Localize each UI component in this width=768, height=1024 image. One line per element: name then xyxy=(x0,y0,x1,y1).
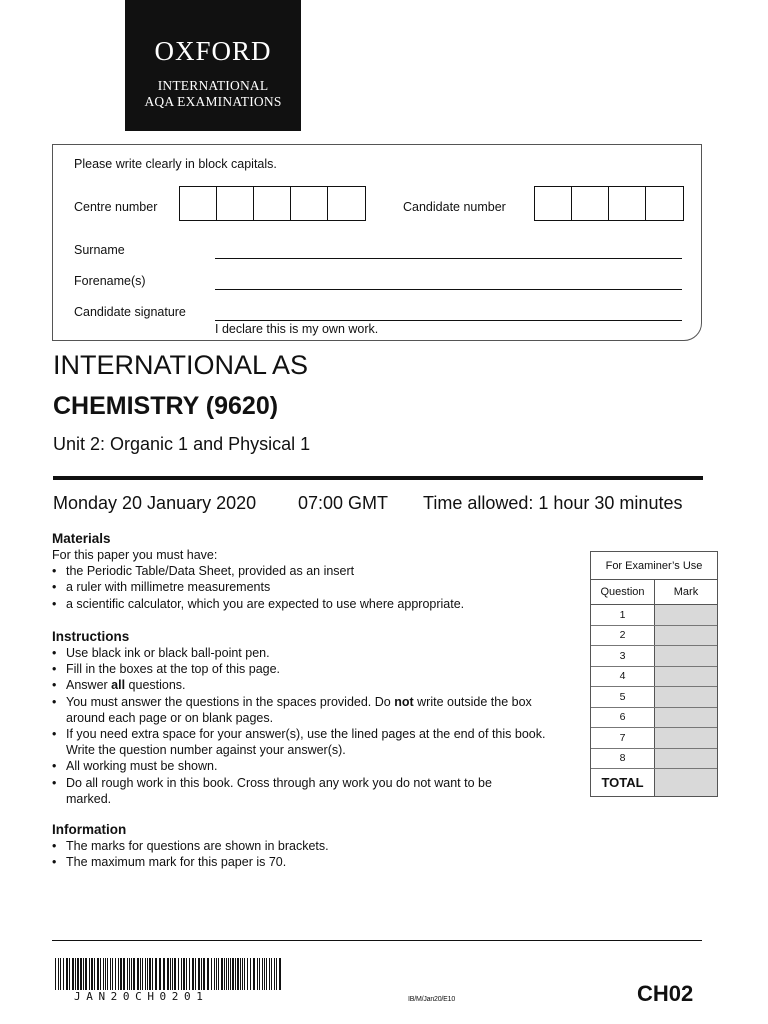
information-list xyxy=(52,838,572,870)
barcode-bar xyxy=(149,958,151,990)
emphasis-not: not xyxy=(394,694,414,709)
information-heading: Information xyxy=(52,822,127,837)
barcode-bar xyxy=(244,958,245,990)
barcode-bar xyxy=(123,958,125,990)
instructions-list xyxy=(52,645,552,807)
barcode-bar xyxy=(159,958,161,990)
barcode-bar xyxy=(266,958,267,990)
block-capitals-note: Please write clearly in block capitals. xyxy=(74,157,277,171)
barcode-bar xyxy=(120,958,122,990)
barcode-bar xyxy=(69,958,70,990)
unit-title: Unit 2: Organic 1 and Physical 1 xyxy=(53,434,311,454)
barcode-bar xyxy=(163,958,165,990)
barcode-bar xyxy=(105,958,106,990)
title-divider xyxy=(53,476,703,480)
barcode-bar xyxy=(137,958,139,990)
qualification-level: INTERNATIONAL AS xyxy=(53,350,309,380)
barcode-bar xyxy=(72,958,74,990)
barcode-bar xyxy=(269,958,270,990)
time-allowed: Time allowed: 1 hour 30 minutes xyxy=(423,493,683,513)
barcode-bar xyxy=(107,958,108,990)
barcode-bar xyxy=(253,958,255,990)
barcode-bar xyxy=(77,958,79,990)
centre-digit-box[interactable] xyxy=(217,187,254,220)
barcode-bar xyxy=(203,958,205,990)
barcode-bar xyxy=(97,958,99,990)
list-item: • a scientific calculator, which you are expected to use where appropriate. xyxy=(52,596,572,612)
centre-digit-box[interactable] xyxy=(254,187,291,220)
barcode-bar xyxy=(218,958,219,990)
table-row: 3 xyxy=(591,646,717,667)
centre-number-boxes xyxy=(179,186,366,221)
barcode-bar xyxy=(178,958,179,990)
centre-number-label: Centre number xyxy=(74,200,158,214)
list-item: • the Periodic Table/Data Sheet, provided as an insert xyxy=(52,563,572,579)
barcode-bar xyxy=(250,958,251,990)
exam-time: 07:00 GMT xyxy=(298,493,389,513)
barcode-bar xyxy=(170,958,171,990)
exam-date: Monday 20 January 2020 xyxy=(53,493,257,513)
centre-digit-box[interactable] xyxy=(180,187,217,220)
table-row: 4 xyxy=(591,667,717,688)
mark-column-header: Mark xyxy=(673,586,699,598)
barcode-bar xyxy=(271,958,272,990)
barcode-bar xyxy=(83,958,84,990)
barcode-bar xyxy=(100,958,101,990)
materials-section xyxy=(52,530,572,612)
barcode-bar xyxy=(129,958,130,990)
barcode-bar xyxy=(214,958,215,990)
total-row xyxy=(591,769,717,796)
barcode-bar xyxy=(133,958,135,990)
mark-cell xyxy=(655,749,717,769)
barcode-bar xyxy=(201,958,202,990)
materials-heading: Materials xyxy=(52,531,111,546)
barcode-bar xyxy=(75,958,76,990)
barcode-bar xyxy=(155,958,157,990)
barcode-bar xyxy=(226,958,227,990)
candidate-digit-box[interactable] xyxy=(572,187,609,220)
table-row: 6 xyxy=(591,708,717,729)
table-row: 8 xyxy=(591,749,717,770)
total-mark-cell xyxy=(655,769,717,796)
barcode-bar xyxy=(140,958,141,990)
barcode-bar xyxy=(232,958,234,990)
mark-cell xyxy=(655,605,717,625)
barcode-bar xyxy=(142,958,143,990)
barcode-bar xyxy=(181,958,182,990)
barcode-bar xyxy=(63,958,64,990)
barcode-bar xyxy=(112,958,113,990)
candidate-details-box xyxy=(52,144,702,341)
barcode-bar xyxy=(221,958,223,990)
barcode-bar xyxy=(91,958,93,990)
logo-subtitle: INTERNATIONAL AQA EXAMINATIONS xyxy=(144,78,282,109)
barcode-bar xyxy=(247,958,248,990)
barcode-bar xyxy=(80,958,82,990)
mark-cell xyxy=(655,708,717,728)
list-item: • Use black ink or black ball-point pen. xyxy=(52,645,552,661)
table-row: 1 xyxy=(591,605,717,626)
instructions-section xyxy=(52,628,552,807)
surname-line[interactable] xyxy=(215,258,682,259)
barcode-bar xyxy=(235,958,236,990)
barcode-bar xyxy=(172,958,173,990)
barcode-bar xyxy=(131,958,132,990)
list-item: • Do all rough work in this book. Cross through any work you do not want to be marked. xyxy=(52,775,492,807)
surname-label: Surname xyxy=(74,243,125,257)
barcode-bar xyxy=(274,958,275,990)
barcode-bar xyxy=(264,958,265,990)
barcode-bar xyxy=(103,958,104,990)
barcode-bar xyxy=(89,958,90,990)
centre-digit-box[interactable] xyxy=(328,187,365,220)
forename-line[interactable] xyxy=(215,289,682,290)
barcode-bar xyxy=(257,958,258,990)
barcode-bar xyxy=(242,958,243,990)
list-item: • Fill in the boxes at the top of this page. xyxy=(52,661,552,677)
table-row: 5 xyxy=(591,687,717,708)
barcode-bar xyxy=(195,958,196,990)
total-label: TOTAL xyxy=(591,769,655,796)
information-section xyxy=(52,821,572,870)
candidate-digit-box[interactable] xyxy=(646,187,683,220)
instructions-heading: Instructions xyxy=(52,629,130,644)
examiner-table-title: For Examiner’s Use xyxy=(591,552,717,580)
barcode-bar xyxy=(224,958,225,990)
mark-cell xyxy=(655,646,717,666)
barcode-text: JAN20CH0201 xyxy=(74,990,209,1003)
subject-title: CHEMISTRY (9620) xyxy=(53,392,279,420)
barcode-bar xyxy=(192,958,194,990)
logo-brand: OXFORD xyxy=(154,36,272,66)
mark-cell xyxy=(655,728,717,748)
barcode-bar xyxy=(127,958,128,990)
barcode-bar xyxy=(167,958,169,990)
signature-line[interactable] xyxy=(215,320,682,321)
signature-label: Candidate signature xyxy=(74,305,186,319)
materials-intro: For this paper you must have: xyxy=(52,548,218,562)
barcode-bar xyxy=(211,958,212,990)
mark-cell xyxy=(655,687,717,707)
barcode-bar xyxy=(147,958,148,990)
barcode-bar xyxy=(279,958,281,990)
barcode-bar xyxy=(216,958,217,990)
list-item: • Answer all questions. xyxy=(52,677,552,693)
barcode-bar xyxy=(189,958,190,990)
barcode-bar xyxy=(118,958,119,990)
declaration-text: I declare this is my own work. xyxy=(215,322,379,336)
examiner-use-table xyxy=(590,551,718,797)
question-column-header: Question xyxy=(591,580,655,604)
list-item: • The marks for questions are shown in brackets. xyxy=(52,838,572,854)
paper-reference: IB/M/Jan20/E10 xyxy=(408,996,456,1003)
barcode-bar xyxy=(183,958,185,990)
barcode-bar xyxy=(186,958,187,990)
table-row: 7 xyxy=(591,728,717,749)
list-item: • You must answer the questions in the spaces provided. Do not write outside the box around each page or on blank pages. xyxy=(52,694,552,726)
emphasis-all: all xyxy=(111,678,126,693)
mark-cell xyxy=(655,667,717,687)
mark-cell xyxy=(655,626,717,646)
barcode-bar xyxy=(237,958,239,990)
list-item: • The maximum mark for this paper is 70. xyxy=(52,854,572,870)
barcode-bar xyxy=(94,958,95,990)
barcode-bar xyxy=(110,958,111,990)
barcode-bar xyxy=(145,958,146,990)
barcode-bar xyxy=(55,958,56,990)
barcode-bar xyxy=(85,958,87,990)
paper-code: CH02 xyxy=(637,981,694,1006)
barcode-bar xyxy=(60,958,61,990)
examiner-table-header xyxy=(591,580,717,605)
forename-label: Forename(s) xyxy=(74,274,146,288)
barcode-bar xyxy=(58,958,59,990)
list-item: • All working must be shown. xyxy=(52,758,552,774)
candidate-number-label: Candidate number xyxy=(403,200,506,214)
footer-divider xyxy=(52,940,702,941)
barcode-bar xyxy=(115,958,116,990)
barcode-bar xyxy=(198,958,200,990)
barcode-bar xyxy=(240,958,241,990)
list-item: • If you need extra space for your answer(s), use the lined pages at the end of this book. Write the question number against your answer(s). xyxy=(52,726,552,758)
barcode-bar xyxy=(66,958,68,990)
candidate-digit-box[interactable] xyxy=(535,187,572,220)
candidate-digit-box[interactable] xyxy=(609,187,646,220)
materials-list xyxy=(52,563,572,612)
candidate-number-boxes xyxy=(534,186,684,221)
barcode-bar xyxy=(174,958,176,990)
list-item: • a ruler with millimetre measurements xyxy=(52,579,572,595)
oxford-aqa-logo xyxy=(125,0,301,131)
barcode-bar xyxy=(228,958,229,990)
barcode-bar xyxy=(259,958,260,990)
barcode-bar xyxy=(276,958,277,990)
barcode xyxy=(55,958,283,990)
centre-digit-box[interactable] xyxy=(291,187,328,220)
barcode-bar xyxy=(152,958,153,990)
barcode-bar xyxy=(230,958,231,990)
barcode-bar xyxy=(207,958,209,990)
barcode-bar xyxy=(262,958,263,990)
table-row: 2 xyxy=(591,626,717,647)
